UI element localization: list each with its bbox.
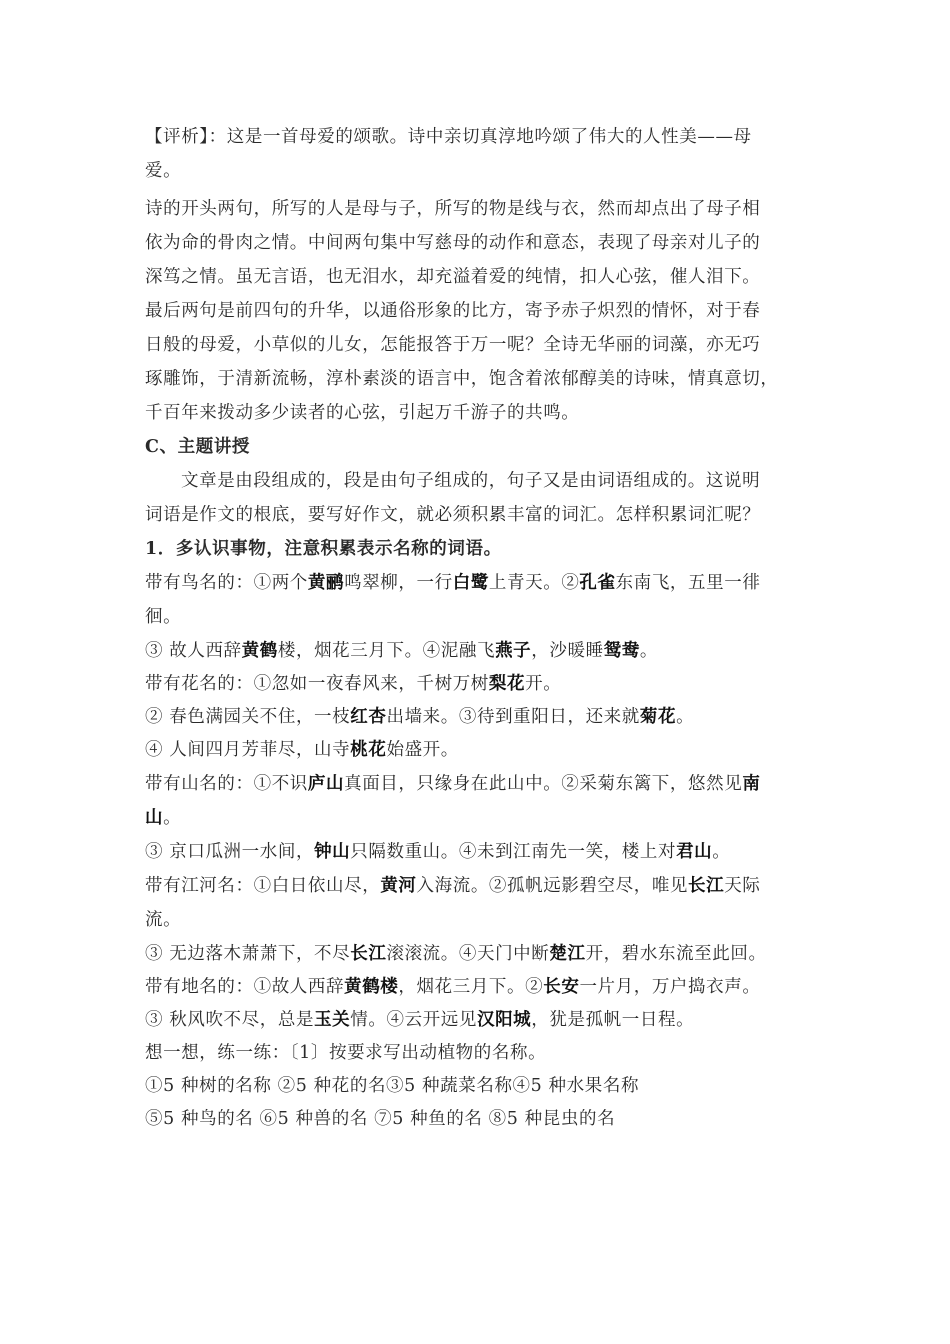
example-text: 开。 bbox=[525, 674, 562, 694]
keyword: 黄河 bbox=[380, 876, 417, 896]
keyword: 玉关 bbox=[314, 1010, 351, 1030]
example-text: 带有花名的：①忽如一夜春风来，千树万树 bbox=[145, 674, 489, 694]
example-text: 。 bbox=[639, 641, 658, 661]
example-text: 带有鸟名的：①两个 bbox=[145, 573, 308, 593]
keyword: 燕子 bbox=[495, 641, 532, 661]
keyword: 庐山 bbox=[307, 774, 345, 794]
example-text: 。 bbox=[163, 808, 182, 828]
example-text: ③ 京口瓜洲一水间， bbox=[145, 842, 315, 862]
example-text: 上青天。② bbox=[488, 573, 580, 593]
example-text: ③ 秋风吹不尽，总是 bbox=[145, 1010, 315, 1030]
example-line-rivers bbox=[145, 937, 810, 971]
example-text: ，烟花三月下。② bbox=[398, 977, 544, 997]
example-text: ，沙暖睡 bbox=[531, 641, 604, 661]
example-line-birds bbox=[145, 634, 810, 668]
example-text: 带有山名的：①不识 bbox=[145, 774, 308, 794]
example-line-birds: 徊。 bbox=[145, 607, 182, 627]
example-text: ② 春色满园关不住，一枝 bbox=[145, 707, 351, 727]
exercise-title: 想一想，练一练：〔1〕按要求写出动植物的名称。 bbox=[145, 1043, 547, 1063]
example-text: 带有江河名：①白日依山尽， bbox=[145, 876, 381, 896]
document-page bbox=[145, 120, 810, 1136]
example-text: 楼，烟花三月下。④泥融飞 bbox=[277, 641, 496, 661]
keyword: 山 bbox=[145, 808, 164, 828]
keyword: 黄鹤楼 bbox=[344, 977, 399, 997]
example-text: 滚滚流。④天门中断 bbox=[386, 944, 550, 964]
exercise-row: ①5 种树的名称 ②5 种花的名③5 种蔬菜名称④5 种水果名称 bbox=[145, 1076, 640, 1096]
keyword: 长江 bbox=[350, 944, 387, 964]
example-line-flowers bbox=[145, 734, 810, 767]
example-line-rivers bbox=[145, 869, 810, 903]
example-line-birds bbox=[145, 566, 810, 600]
keyword: 菊花 bbox=[639, 707, 677, 727]
example-text: 入海流。②孤帆远影碧空尽，唯见 bbox=[416, 876, 689, 896]
example-line-mountains bbox=[145, 835, 810, 869]
example-text: 。 bbox=[676, 707, 695, 727]
intro-line: 词语是作文的根底，要写好作文，就必须积累丰富的词汇。怎样积累词汇呢？ bbox=[145, 505, 761, 525]
example-text: 。 bbox=[712, 842, 731, 862]
keyword: 鸳鸯 bbox=[603, 641, 640, 661]
keyword: 南 bbox=[742, 774, 761, 794]
example-text: 带有地名的：①故人西辞 bbox=[145, 977, 345, 997]
example-line-flowers bbox=[145, 668, 810, 701]
analysis-line: 琢雕饰，于清新流畅，淳朴素淡的语言中，饱含着浓郁醇美的诗味，情真意切， bbox=[145, 369, 779, 389]
keyword: 红杏 bbox=[350, 707, 387, 727]
keyword: 黄鹤 bbox=[241, 641, 278, 661]
analysis-line: 深笃之情。虽无言语，也无泪水，却充溢着爱的纯情，扣人心弦，催人泪下。 bbox=[145, 267, 761, 287]
example-text: 开，碧水东流至此回。 bbox=[585, 944, 767, 964]
example-line-mountains bbox=[145, 801, 810, 835]
example-text: 情。④云开远见 bbox=[350, 1010, 477, 1030]
analysis-line: 【评析】：这是一首母爱的颂歌。诗中亲切真淳地吟颂了伟大的人性美——母 bbox=[145, 127, 752, 147]
keyword: 黄鹂 bbox=[307, 573, 345, 593]
example-text: 始盛开。 bbox=[386, 740, 459, 760]
keyword: 长江 bbox=[688, 876, 725, 896]
example-line-mountains bbox=[145, 767, 810, 801]
example-text: 鸣翠柳，一行 bbox=[344, 573, 453, 593]
example-text: 只隔数重山。④未到江南先一笑，楼上对 bbox=[350, 842, 677, 862]
example-text: 真面目，只缘身在此山中。②采菊东篱下，悠然见 bbox=[344, 774, 743, 794]
section-heading: C、主题讲授 bbox=[145, 437, 251, 457]
exercise-row: ⑤5 种鸟的名 ⑥5 种兽的名 ⑦5 种鱼的名 ⑧5 种昆虫的名 bbox=[145, 1109, 616, 1129]
example-line-rivers: 流。 bbox=[145, 910, 182, 930]
keyword: 长安 bbox=[543, 977, 580, 997]
keyword: 汉阳城 bbox=[476, 1010, 532, 1030]
keyword: 桃花 bbox=[350, 740, 387, 760]
example-text: ③ 故人西辞 bbox=[145, 641, 242, 661]
example-text: 出墙来。③待到重阳日，还来就 bbox=[386, 707, 640, 727]
example-text: ③ 无边落木萧萧下，不尽 bbox=[145, 944, 351, 964]
keyword: 梨花 bbox=[488, 674, 526, 694]
example-line-places bbox=[145, 971, 810, 1004]
analysis-line: 依为命的骨肉之情。中间两句集中写慈母的动作和意态，表现了母亲对儿子的 bbox=[145, 233, 761, 253]
analysis-paragraph bbox=[145, 120, 810, 430]
keyword: 钟山 bbox=[314, 842, 351, 862]
keyword: 白鹭 bbox=[452, 573, 489, 593]
example-text: 东南飞，五里一徘 bbox=[615, 573, 761, 593]
example-text: 一片月，万户捣衣声。 bbox=[579, 977, 761, 997]
example-line-flowers bbox=[145, 701, 810, 734]
analysis-line: 诗的开头两句，所写的人是母与子，所写的物是线与衣，然而却点出了母子相 bbox=[145, 199, 761, 219]
example-text: 天际 bbox=[724, 876, 761, 896]
example-line-places bbox=[145, 1004, 810, 1037]
keyword: 君山 bbox=[676, 842, 713, 862]
analysis-line: 日般的母爱，小草似的儿女，怎能报答于万一呢？全诗无华丽的词藻，亦无巧 bbox=[145, 335, 761, 355]
keyword: 孔雀 bbox=[579, 573, 616, 593]
intro-line: 文章是由段组成的，段是由句子组成的，句子又是由词语组成的。这说明 bbox=[181, 471, 761, 491]
example-text: ，犹是孤帆一日程。 bbox=[531, 1010, 695, 1030]
example-text: ④ 人间四月芳菲尽，山寺 bbox=[145, 740, 351, 760]
analysis-line: 爱。 bbox=[145, 161, 182, 181]
analysis-line: 最后两句是前四句的升华，以通俗形象的比方，寄予赤子炽烈的情怀，对于春 bbox=[145, 301, 761, 321]
keyword: 楚江 bbox=[549, 944, 586, 964]
point-heading: 1．多认识事物，注意积累表示名称的词语。 bbox=[145, 539, 502, 559]
analysis-line: 千百年来拨动多少读者的心弦，引起万千游子的共鸣。 bbox=[145, 403, 580, 423]
